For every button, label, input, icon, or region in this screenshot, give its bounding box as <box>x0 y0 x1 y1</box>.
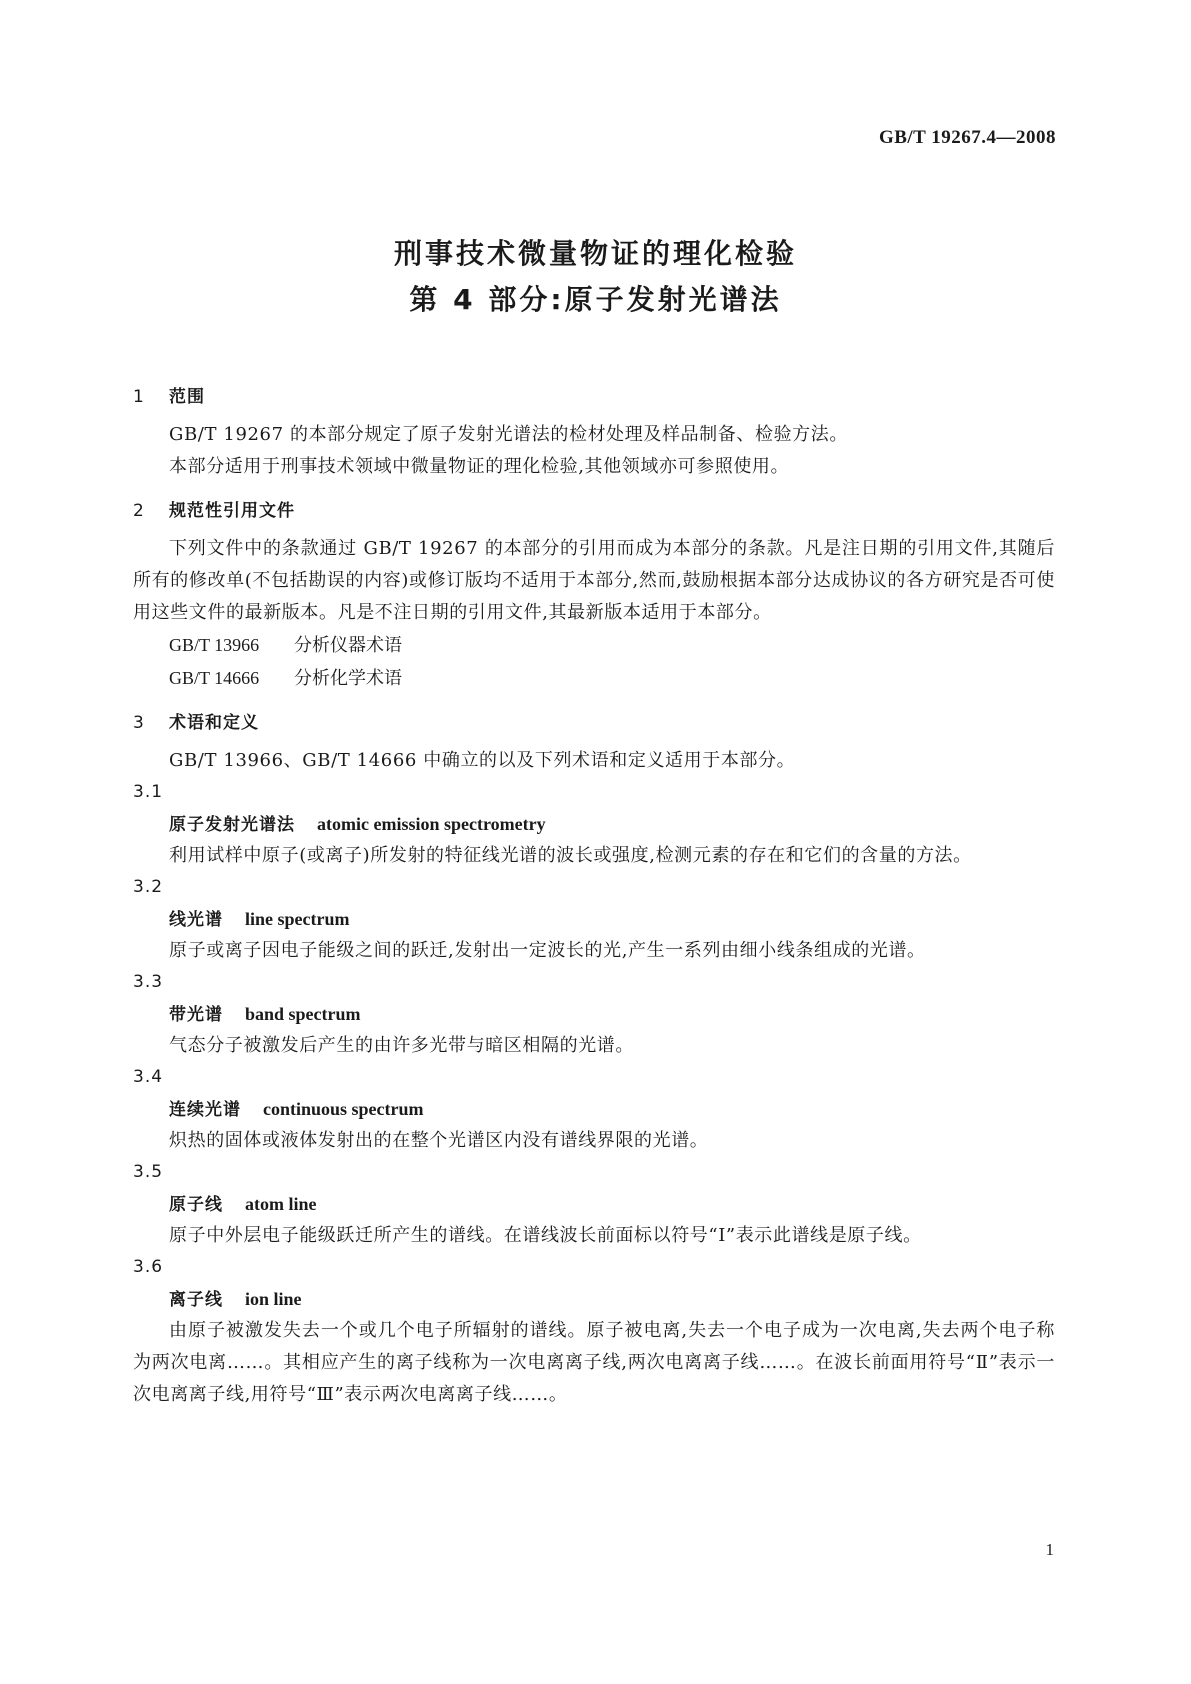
term-number: 3.6 <box>133 1257 164 1277</box>
term-definition: 原子或离子因电子能级之间的跃迁,发射出一定波长的光,产生一系列由细小线条组成的光谱。 <box>169 940 926 961</box>
section-heading <box>133 383 1055 411</box>
document-subtitle: 第 4 部分:原子发射光谱法 <box>409 283 782 316</box>
term-heading <box>133 1283 1055 1315</box>
term-definition: 气态分子被激发后产生的由许多光带与暗区相隔的光谱。 <box>169 1035 634 1056</box>
term-entry <box>133 1062 1055 1157</box>
term-english: atomic emission spectrometry <box>317 814 546 834</box>
section-title: 规范性引用文件 <box>169 501 295 521</box>
term-english: atom line <box>245 1194 317 1214</box>
term-heading <box>133 808 1055 840</box>
paragraph: GB/T 19267 的本部分规定了原子发射光谱法的检材处理及样品制备、检验方法。 <box>169 424 848 445</box>
section-heading <box>133 497 1055 525</box>
term-chinese: 连续光谱 <box>169 1100 241 1120</box>
term-number: 3.4 <box>133 1067 164 1087</box>
section-scope <box>133 383 1055 483</box>
term-chinese: 原子发射光谱法 <box>169 815 295 835</box>
term-heading <box>133 903 1055 935</box>
term-number: 3.3 <box>133 972 164 992</box>
section-number: 2 <box>133 501 145 521</box>
term-definition: 炽热的固体或液体发射出的在整个光谱区内没有谱线界限的光谱。 <box>169 1130 709 1151</box>
term-chinese: 带光谱 <box>169 1005 223 1025</box>
term-entry <box>133 777 1055 872</box>
paragraph: GB/T 13966、GB/T 14666 中确立的以及下列术语和定义适用于本部分。 <box>169 750 796 771</box>
reference-code: GB/T 13966 <box>169 635 260 655</box>
term-chinese: 离子线 <box>169 1290 223 1310</box>
section-terms-definitions <box>133 709 1055 1411</box>
section-number: 1 <box>133 387 145 407</box>
term-english: ion line <box>245 1289 302 1309</box>
reference-name: 分析仪器术语 <box>294 635 402 656</box>
term-definition: 利用试样中原子(或离子)所发射的特征线光谱的波长或强度,检测元素的存在和它们的含量的方法。 <box>169 845 972 866</box>
term-english: continuous spectrum <box>263 1099 424 1119</box>
term-number: 3.1 <box>133 782 164 802</box>
section-number: 3 <box>133 713 145 733</box>
paragraph: 本部分适用于刑事技术领域中微量物证的理化检验,其他领域亦可参照使用。 <box>169 456 790 477</box>
reference-name: 分析化学术语 <box>294 668 402 689</box>
paragraph: 下列文件中的条款通过 GB/T 19267 的本部分的引用而成为本部分的条款。凡是注日期的引用文件,其随后所有的修改单(不包括勘误的内容)或修订版均不适用于本部分,然而,鼓励根据本部分达成协议的各方研究是否可使用这些文件的最新版本。凡是不注日期的引用文件,其最新版本适用于本部分。 <box>133 538 1055 623</box>
term-chinese: 原子线 <box>169 1195 223 1215</box>
reference-item <box>133 629 1055 662</box>
term-heading <box>133 998 1055 1030</box>
reference-item <box>133 662 1055 695</box>
term-number: 3.5 <box>133 1162 164 1182</box>
term-entry <box>133 872 1055 967</box>
term-heading <box>133 1188 1055 1220</box>
term-number: 3.2 <box>133 877 164 897</box>
standard-code: GB/T 19267.4—2008 <box>878 127 1056 148</box>
section-title: 术语和定义 <box>169 713 259 733</box>
section-title: 范围 <box>169 387 205 407</box>
term-definition: 由原子被激发失去一个或几个电子所辐射的谱线。原子被电离,失去一个电子成为一次电离,失去两个电子称为两次电离……。其相应产生的离子线称为一次电离离子线,两次电离离子线……。在波长前面用符号“Ⅱ”表示一次电离离子线,用符号“Ⅲ”表示两次电离离子线……。 <box>133 1320 1055 1405</box>
term-definition: 原子中外层电子能级跃迁所产生的谱线。在谱线波长前面标以符号“Ⅰ”表示此谱线是原子线。 <box>169 1225 922 1246</box>
reference-code: GB/T 14666 <box>169 668 260 688</box>
term-entry <box>133 1252 1055 1411</box>
section-heading <box>133 709 1055 737</box>
page-number: 1 <box>1045 1540 1054 1559</box>
document-body <box>133 383 1055 1411</box>
section-normative-references <box>133 497 1055 695</box>
document-title: 刑事技术微量物证的理化检验 <box>393 237 797 270</box>
term-entry <box>133 967 1055 1062</box>
term-chinese: 线光谱 <box>169 910 223 930</box>
term-english: line spectrum <box>245 909 350 929</box>
term-english: band spectrum <box>245 1004 361 1024</box>
term-heading <box>133 1093 1055 1125</box>
term-entry <box>133 1157 1055 1252</box>
